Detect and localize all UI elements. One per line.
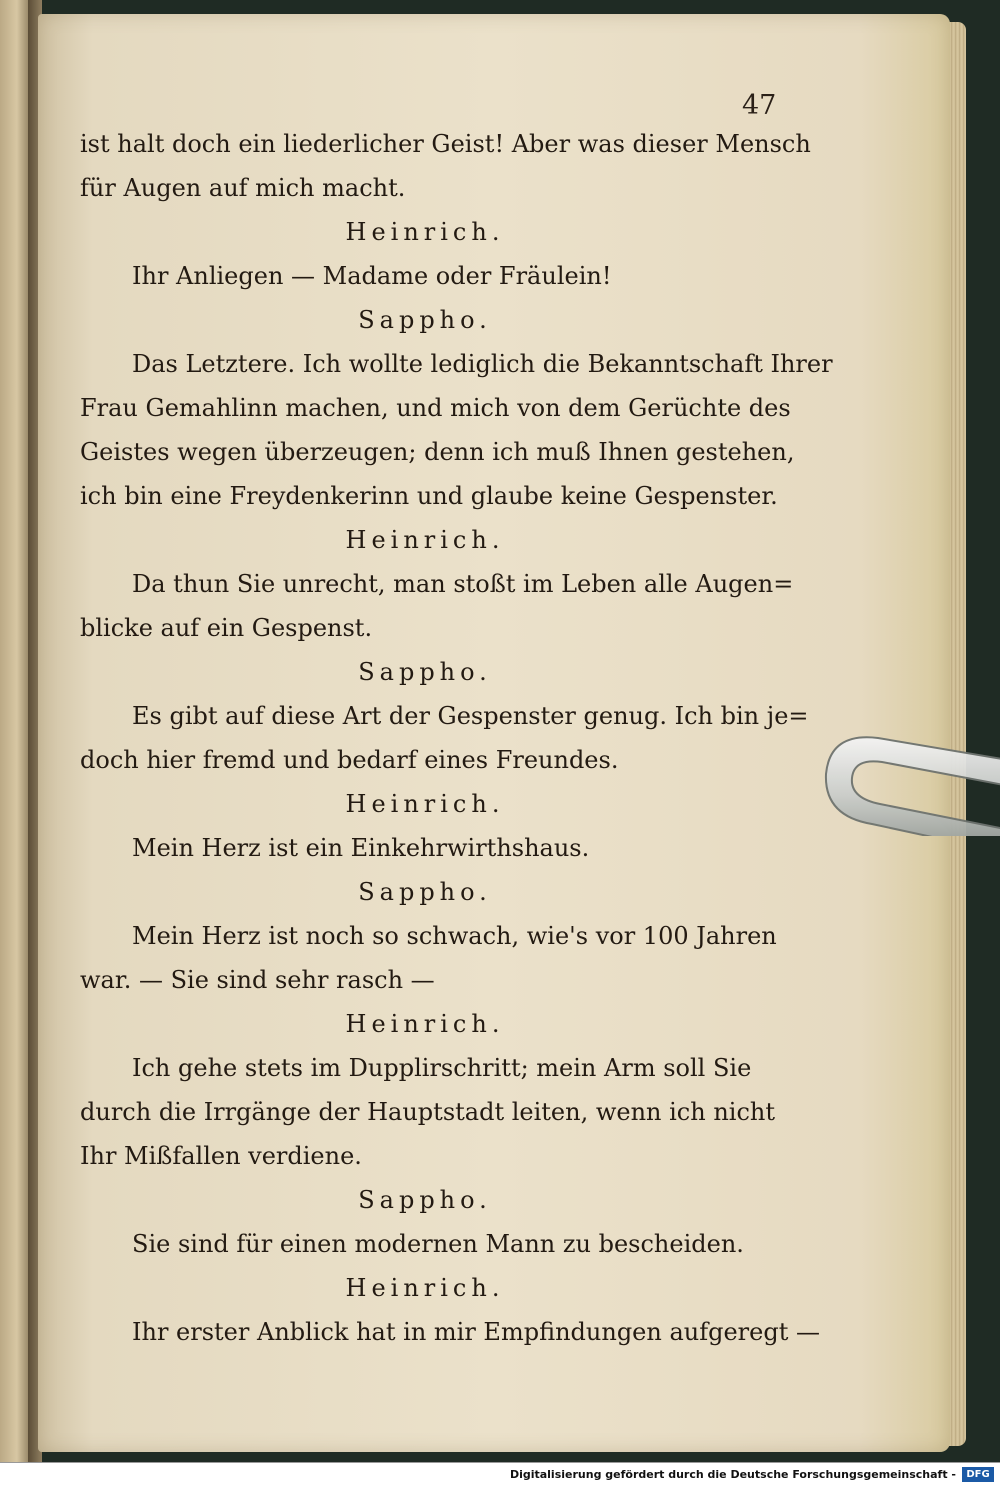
speaker-name: Heinrich. [345,218,505,246]
funding-credit: Digitalisierung gefördert durch die Deutsche Forschungsgemeinschaft - [509,1468,956,1481]
text-line: doch hier fremd und bedarf eines Freundes. [80,746,619,774]
text-line: Da thun Sie unrecht, man stoßt im Leben alle Augen= [132,570,794,598]
speaker-name: Sappho. [358,878,492,906]
text-line: Sie sind für einen modernen Mann zu bescheiden. [132,1230,744,1258]
text-line: war. — Sie sind sehr rasch — [80,966,435,994]
text-line: ist halt doch ein liederlicher Geist! Aber was dieser Mensch [80,130,811,158]
dfg-logo: DFG [962,1467,994,1482]
text-line: blicke auf ein Gespenst. [80,614,373,642]
text-line: für Augen auf mich macht. [80,174,406,202]
text-line: Das Letztere. Ich wollte lediglich die Bekanntschaft Ihrer [132,350,833,378]
speaker-name: Heinrich. [345,526,505,554]
text-line: Ihr Anliegen — Madame oder Fräulein! [132,262,612,290]
speaker-name: Sappho. [358,1186,492,1214]
text-line: Frau Gemahlinn machen, und mich von dem Gerüchte des [80,394,791,422]
speaker-name: Heinrich. [345,790,505,818]
speaker-name: Heinrich. [345,1274,505,1302]
page-text [80,122,833,1354]
speaker-name: Sappho. [358,306,492,334]
speaker-name: Sappho. [358,658,492,686]
text-line: Ihr erster Anblick hat in mir Empfindungen aufgeregt — [132,1318,820,1346]
text-line: Es gibt auf diese Art der Gespenster genug. Ich bin je= [132,702,809,730]
text-line: Mein Herz ist ein Einkehrwirthshaus. [132,834,590,862]
text-line: Mein Herz ist noch so schwach, wie's vor 100 Jahren [132,922,777,950]
text-line: Ihr Mißfallen verdiene. [80,1142,362,1170]
text-line: Geistes wegen überzeugen; denn ich muß Ihnen gestehen, [80,438,795,466]
text-line: Ich gehe stets im Dupplirschritt; mein Arm soll Sie [132,1054,752,1082]
text-line: ich bin eine Freydenkerinn und glaube keine Gespenster. [80,482,778,510]
speaker-name: Heinrich. [345,1010,505,1038]
footer-bar [0,1462,1000,1486]
text-line: durch die Irrgänge der Hauptstadt leiten, wenn ich nicht [80,1098,776,1126]
bookmark-clip-icon [820,732,1000,836]
facing-page-edge [0,0,28,1462]
page-number: 47 [742,90,777,121]
